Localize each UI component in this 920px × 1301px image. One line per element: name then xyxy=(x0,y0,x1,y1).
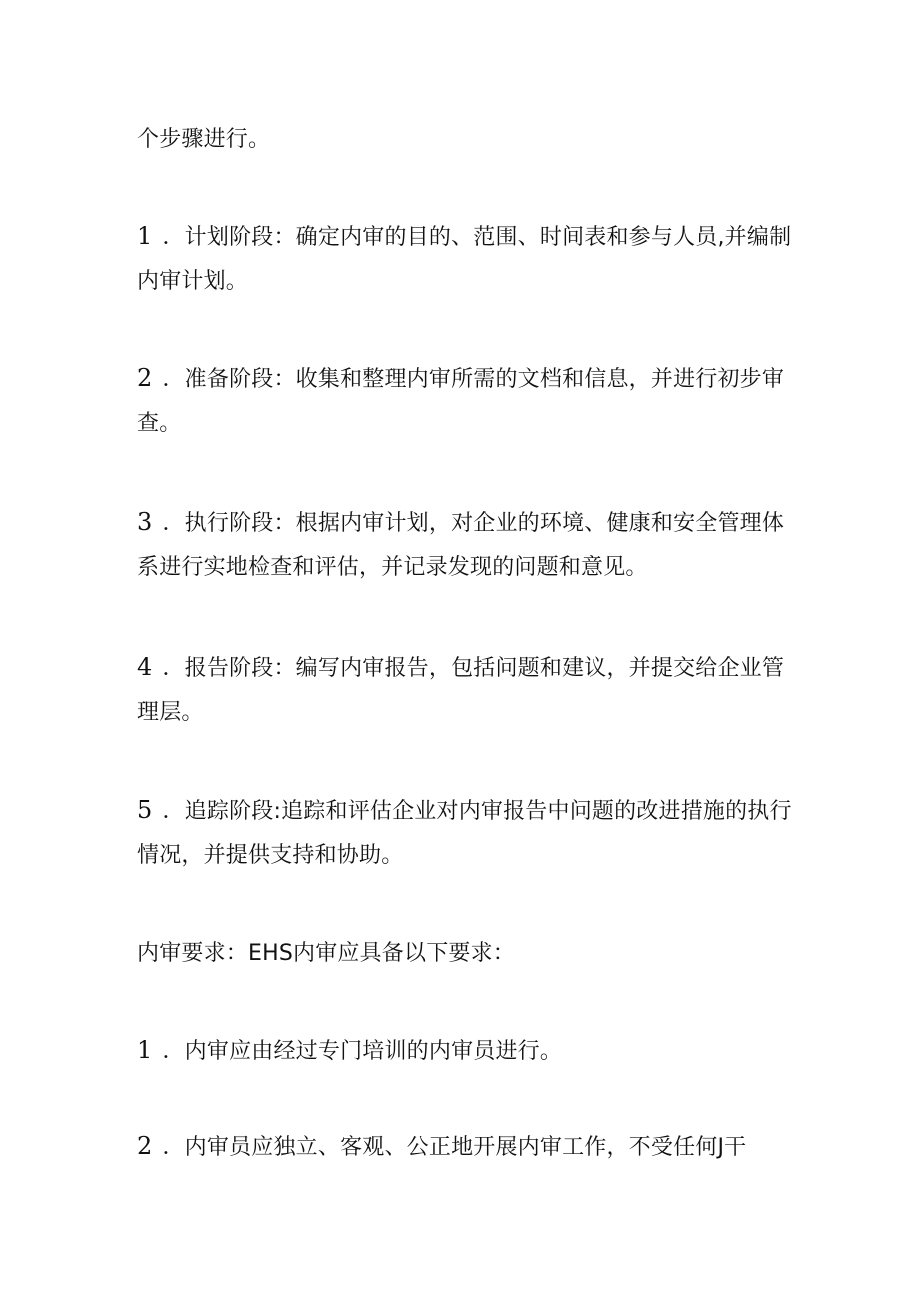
paragraph-text: ．内审应由经过专门培训的内审员进行。 xyxy=(162,1039,563,1064)
list-number: 2 xyxy=(137,364,153,392)
paragraph-stage-4 xyxy=(137,645,797,735)
paragraph-text: ．报告阶段：编写内审报告，包括问题和建议，并提交给企业管理层。 xyxy=(137,656,785,725)
paragraph-text: ．执行阶段：根据内审计划，对企业的环境、健康和安全管理体系进行实地检查和评估，并记录发现的问题和意见。 xyxy=(137,511,785,580)
list-number: 2 xyxy=(137,1132,153,1160)
paragraph-text: ．准备阶段：收集和整理内审所需的文档和信息，并进行初步审查。 xyxy=(137,367,785,436)
paragraph-text: ．追踪阶段:追踪和评估企业对内审报告中问题的改进措施的执行情况，并提供支持和协助。 xyxy=(137,799,792,868)
list-number: 1 xyxy=(137,1036,153,1064)
paragraph-stage-5 xyxy=(137,788,797,878)
paragraph-requirements-heading xyxy=(137,932,797,976)
paragraph-stage-2 xyxy=(137,356,797,446)
paragraph-text: 个步骤进行。 xyxy=(137,127,271,152)
paragraph-intro-tail xyxy=(137,118,797,162)
paragraph-stage-3 xyxy=(137,500,797,590)
paragraph-req-1 xyxy=(137,1028,797,1074)
list-number: 4 xyxy=(137,653,153,681)
paragraph-text: ．内审员应独立、客观、公正地开展内审工作，不受任何J干 xyxy=(162,1135,747,1160)
paragraph-req-2 xyxy=(137,1124,797,1170)
list-number: 3 xyxy=(137,508,153,536)
list-number: 5 xyxy=(137,796,153,824)
paragraph-text: ．计划阶段：确定内审的目的、范围、时间表和参与人员,并编制内审计划。 xyxy=(137,225,792,294)
paragraph-text: 内审要求：EHS内审应具备以下要求： xyxy=(137,941,516,966)
list-number: 1 xyxy=(137,222,153,250)
paragraph-stage-1 xyxy=(137,214,797,304)
